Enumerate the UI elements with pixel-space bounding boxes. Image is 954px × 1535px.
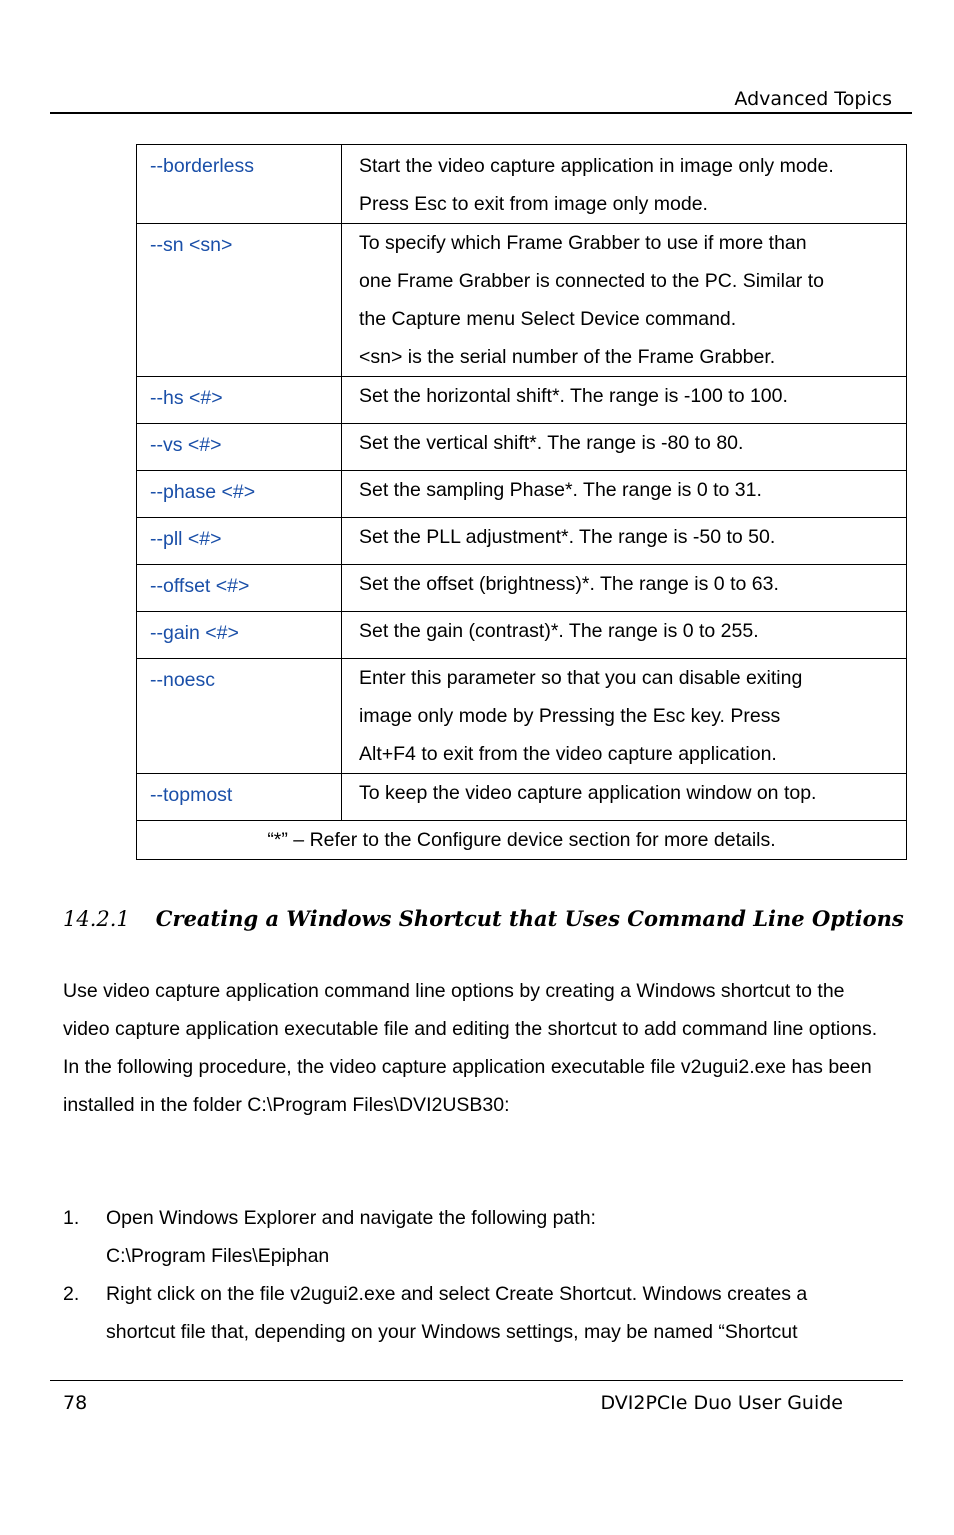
- table-row: [137, 145, 907, 224]
- option-name: --hs <#>: [137, 377, 342, 424]
- option-name: --pll <#>: [137, 518, 342, 565]
- table-row: [137, 659, 907, 774]
- step-number: 2.: [63, 1283, 80, 1305]
- option-description: To keep the video capture application window on top.: [342, 774, 907, 821]
- list-item: [63, 1199, 903, 1275]
- options-table: [136, 144, 907, 860]
- table-row: [137, 612, 907, 659]
- option-description: Set the gain (contrast)*. The range is 0 to 255.: [342, 612, 907, 659]
- section-title: Creating a Windows Shortcut that Uses Command Line Options: [155, 906, 904, 931]
- option-description: Set the sampling Phase*. The range is 0 to 31.: [342, 471, 907, 518]
- option-description: Set the offset (brightness)*. The range is 0 to 63.: [342, 565, 907, 612]
- option-name: --topmost: [137, 774, 342, 821]
- step-text: Open Windows Explorer and navigate the following path: C:\Program Files\Epiphan: [106, 1207, 596, 1267]
- step-number: 1.: [63, 1207, 80, 1229]
- configure-device-link[interactable]: Configure device: [416, 829, 564, 851]
- header-rule: [50, 112, 912, 114]
- table-row: [137, 774, 907, 821]
- section-paragraph: Use video capture application command line options by creating a Windows shortcut to the video capture application executable file and editing the shortcut to add command line options. In the following procedure, the video capture application executable file v2ugui2.exe has been installed in the folder C:\Program Files\DVI2USB30:: [63, 980, 878, 1116]
- option-name: --sn <sn>: [137, 224, 342, 377]
- table-row: [137, 224, 907, 377]
- option-name: --borderless: [137, 145, 342, 224]
- header-title: Advanced Topics: [734, 88, 892, 110]
- table-note: “*” – Refer to the Configure device section for more details.: [137, 821, 907, 860]
- table-row: [137, 377, 907, 424]
- procedure-steps: [63, 1199, 903, 1351]
- option-description: Set the vertical shift*. The range is -80 to 80.: [342, 424, 907, 471]
- option-name: --vs <#>: [137, 424, 342, 471]
- option-description: Set the PLL adjustment*. The range is -50 to 50.: [342, 518, 907, 565]
- option-description: Enter this parameter so that you can disable exiting image only mode by Pressing the Esc key. Press Alt+F4 to exit from the video capture application.: [342, 659, 907, 774]
- table-row: [137, 565, 907, 612]
- step-text: Right click on the file v2ugui2.exe and select Create Shortcut. Windows creates a shortcut file that, depending on your Windows settings, may be named “Shortcut: [106, 1283, 808, 1343]
- guide-title: DVI2PCIe Duo User Guide: [600, 1392, 843, 1414]
- option-description: Set the horizontal shift*. The range is -100 to 100.: [342, 377, 907, 424]
- option-name: --offset <#>: [137, 565, 342, 612]
- option-name: --phase <#>: [137, 471, 342, 518]
- option-description: To specify which Frame Grabber to use if more than one Frame Grabber is connected to the PC. Similar to the Capture menu Select Device command. <sn> is the serial number of the Frame Grabber.: [342, 224, 907, 377]
- table-row: [137, 471, 907, 518]
- option-name: --gain <#>: [137, 612, 342, 659]
- section-number: 14.2.1: [63, 907, 130, 931]
- option-name: --noesc: [137, 659, 342, 774]
- table-row: [137, 518, 907, 565]
- list-item: [63, 1275, 903, 1351]
- table-row: [137, 424, 907, 471]
- page-number: 78: [63, 1392, 88, 1414]
- footer-rule: [50, 1380, 903, 1381]
- section-heading: [63, 906, 904, 931]
- option-description: Start the video capture application in image only mode. Press Esc to exit from image only mode.: [342, 145, 907, 224]
- table-note-row: [137, 821, 907, 860]
